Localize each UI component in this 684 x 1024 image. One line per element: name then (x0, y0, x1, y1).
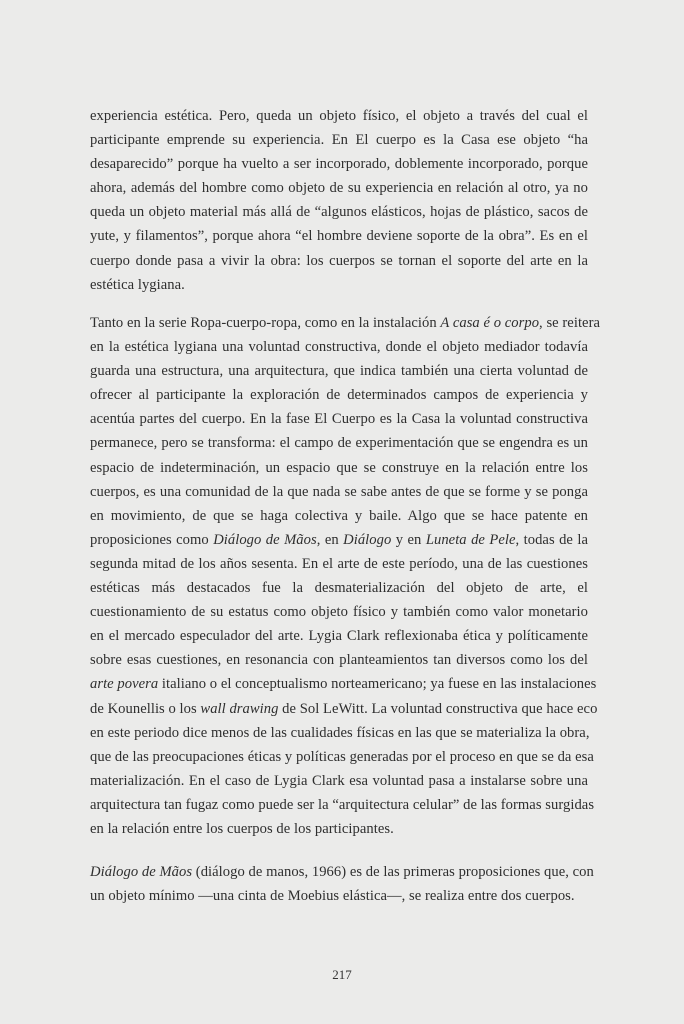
paragraph-2 (90, 311, 601, 841)
text-run: guarda una estructura, una arquitectura, que indica también una cierta voluntad de (90, 363, 588, 380)
text-line (90, 359, 588, 383)
italic-title: A casa é o corpo (440, 315, 540, 331)
italic-title: Diálogo (343, 531, 392, 548)
italic-title: Diálogo de Mãos (90, 864, 193, 880)
text-line (90, 745, 594, 769)
paragraph-3 (90, 860, 594, 908)
text-line (90, 273, 588, 297)
text-line (90, 200, 588, 224)
text-run: de Sol LeWitt. La voluntad constructiva que hace eco (278, 700, 598, 717)
paragraph-1 (90, 104, 588, 297)
text-line (90, 383, 588, 407)
text-line (90, 648, 588, 672)
text-line (90, 104, 588, 128)
text-run: segunda mitad de los años sesenta. En el arte de este período, una de las cuestiones (90, 555, 588, 572)
text-run: experiencia estética. Pero, queda un objeto físico, el objeto a través del cual el (90, 108, 588, 124)
text-run: un objeto mínimo —una cinta de Moebius elástica—, se realiza entre dos cuerpos. (90, 888, 575, 905)
text-run: arquitectura tan fugaz como puede ser la “arquitectura celular” de las formas surgidas (90, 796, 595, 813)
text-run: participante emprende su experiencia. En El cuerpo es la Casa ese objeto “ha (90, 132, 588, 149)
text-line (90, 600, 588, 624)
text-line (90, 817, 588, 841)
page-number: 217 (332, 967, 352, 982)
italic-title: arte povera (90, 676, 159, 693)
text-run: cuestionamiento de su estatus como objeto físico y también como valor monetario (90, 604, 588, 621)
text-run: , en (316, 531, 344, 548)
text-line (90, 793, 595, 817)
italic-title: Luneta de Pele (425, 531, 516, 548)
text-run: estética lygiana. (90, 276, 185, 293)
text-line (90, 431, 588, 455)
text-line (90, 249, 588, 273)
text-line (90, 128, 588, 152)
text-line (90, 576, 588, 600)
text-line (90, 224, 588, 248)
italic-title: wall drawing (200, 700, 279, 717)
text-run: permanece, pero se transforma: el campo de experimentación que se engendra es un (90, 435, 588, 452)
text-run: (diálogo de manos, 1966) es de las primeras proposiciones que, con (192, 864, 594, 880)
text-run: en la estética lygiana una voluntad constructiva, donde el objeto mediador todavía (90, 339, 588, 356)
text-run: en la relación entre los cuerpos de los participantes. (90, 820, 394, 837)
text-line (90, 152, 588, 176)
text-run: queda un objeto material más allá de “algunos elásticos, hojas de plástico, sacos de (90, 204, 588, 221)
text-line (90, 552, 588, 576)
text-run: materialización. En el caso de Lygia Clark esa voluntad pasa a instalarse sobre una (90, 772, 588, 789)
text-line (90, 884, 588, 908)
text-run: desaparecido” porque ha vuelto a ser incorporado, doblemente incorporado, porque (90, 156, 588, 173)
text-run: sobre esas cuestiones, en resonancia con planteamientos tan diversos como los del (90, 652, 588, 669)
text-run: ofrecer al participante la exploración de determinados campos de experiencia y (90, 387, 588, 404)
text-run: en este periodo dice menos de las cualidades físicas en las que se materializa la obra, (90, 724, 590, 741)
text-run: espacio de indeterminación, un espacio que se construye en la relación entre los (90, 459, 588, 476)
text-run: , todas de la (515, 531, 589, 548)
text-run: en movimiento, de que se haga colectiva y baile. Algo que se hace patente en (90, 507, 588, 524)
text-run: estéticas más destacados fue la desmaterialización del objeto de arte, el (90, 580, 588, 597)
text-run: que de las preocupaciones éticas y políticas generadas por el proceso en que se da esa (90, 748, 594, 765)
text-line (90, 860, 594, 884)
text-run: y en (391, 531, 426, 548)
text-run: ahora, además del hombre como objeto de su experiencia en relación al otro, ya no (90, 180, 588, 197)
text-line (90, 697, 598, 721)
text-line (90, 769, 588, 793)
text-run: yute, y filamentos”, porque ahora “el hombre deviene soporte de la obra”. Es en el (90, 228, 588, 245)
text-line (90, 624, 588, 648)
text-line (90, 407, 588, 431)
italic-title: Diálogo de Mãos (213, 531, 317, 548)
text-line (90, 456, 588, 480)
text-line (90, 311, 601, 335)
text-run: en el mercado especulador del arte. Lygia Clark reflexionaba ética y políticamente (90, 628, 588, 645)
text-line (90, 528, 588, 552)
text-run: proposiciones como (90, 531, 214, 548)
text-run: acentúa partes del cuerpo. En la fase El Cuerpo es la Casa la voluntad constructiva (90, 411, 588, 428)
text-line (90, 176, 588, 200)
text-line (90, 672, 597, 696)
text-line (90, 335, 588, 359)
text-run: italiano o el conceptualismo norteamericano; ya fuese en las instalaciones (158, 676, 597, 693)
text-run: Tanto en la serie Ropa-cuerpo-ropa, como en la instalación (90, 315, 441, 331)
text-line (90, 480, 588, 504)
text-line (90, 504, 588, 528)
text-line (90, 721, 588, 745)
text-run: de Kounellis o los (90, 700, 201, 717)
text-run: cuerpos, es una comunidad de la que nada se sabe antes de que se forme y se ponga (90, 483, 588, 500)
text-run: cuerpo donde pasa a vivir la obra: los cuerpos se tornan el soporte del arte en la (90, 252, 588, 269)
text-run: , se reitera (539, 315, 601, 331)
